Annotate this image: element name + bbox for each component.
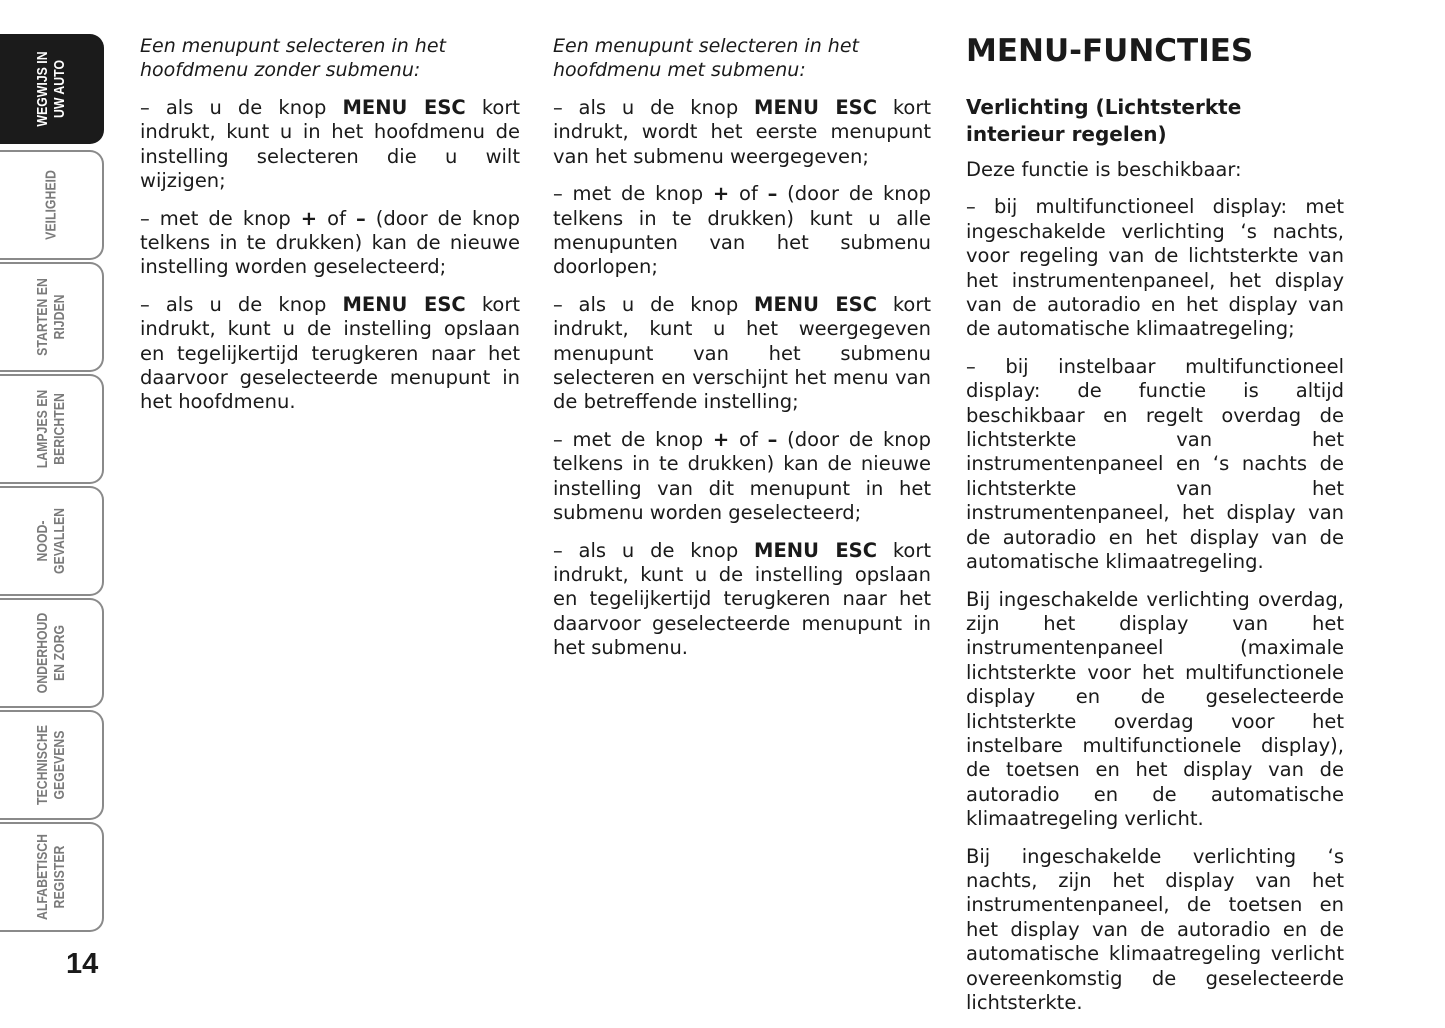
tab-alfabetisch-register[interactable] xyxy=(0,822,104,932)
key-label: MENU ESC xyxy=(754,96,878,119)
instruction-paragraph: – met de knop + of – (door de knop telkens in te drukken) kan de nieuwe instelling worden geselecteerd; xyxy=(140,206,520,279)
instruction-paragraph: – als u de knop MENU ESC kort indrukt, wordt het eerste menupunt van het submenu weergegeven; xyxy=(553,96,932,168)
tab-lampjes-en-berichten[interactable] xyxy=(0,374,104,484)
key-label: MENU ESC xyxy=(754,292,878,316)
instruction-paragraph: – als u de knop MENU ESC kort indrukt, kunt u de instelling opslaan en tegelijkertijd terugkeren naar het daarvoor geselecteerde menupunt in het submenu. xyxy=(553,538,932,660)
column-2 xyxy=(553,34,931,674)
tab-label: LAMPJES EN BERICHTEN xyxy=(34,389,68,469)
column-1 xyxy=(140,34,520,428)
page-title: MENU-FUNCTIES xyxy=(966,33,1254,69)
tab-starten-en-rijden[interactable] xyxy=(0,262,104,372)
key-label: MENU ESC xyxy=(342,292,466,316)
body-paragraph: Bij ingeschakelde verlichting overdag, zijn het display van het instrumentenpaneel (maximale lichtsterkte voor het multifunctionele display en de geselecteerde lichtsterkte overdag voor het instelbare multifunctionele display), de toetsen en het display van de autoradio en de automatische klimaatregeling verlicht. xyxy=(966,587,1344,831)
key-label: MENU ESC xyxy=(342,96,466,119)
body-paragraph: – bij instelbaar multifunctioneel display: de functie is altijd beschikbaar en regelt overdag de lichtsterkte van het instrumentenpaneel en ‘s nachts de lichtsterkte van het instrumentenpaneel, het display van de autoradio en het display van de automatische klimaatregeling. xyxy=(966,354,1344,574)
section-heading: Verlichting (Lichtsterkte interieur regelen) xyxy=(966,95,1242,146)
tab-onderhoud-en-zorg[interactable] xyxy=(0,598,104,708)
tab-technische-gegevens[interactable] xyxy=(0,710,104,820)
tab-veiligheid[interactable] xyxy=(0,150,104,260)
tab-label: STARTEN EN RIJDEN xyxy=(34,278,68,356)
instruction-paragraph: – als u de knop MENU ESC kort indrukt, kunt u in het hoofdmenu de instelling selecteren die u wilt wijzigen; xyxy=(140,96,521,193)
instruction-paragraph: – met de knop + of – (door de knop telkens in te drukken) kan de nieuwe instelling van dit menupunt in het submenu worden geselecteerd; xyxy=(553,427,931,525)
instruction-paragraph: – als u de knop MENU ESC kort indrukt, kunt u het weergegeven menupunt van het submenu selecteren en verschijnt het menu van de betreffende instelling; xyxy=(553,292,932,414)
key-label: + xyxy=(300,206,318,230)
key-label: + xyxy=(712,427,730,451)
column-3 xyxy=(966,34,1344,1028)
body-paragraph: – bij multifunctioneel display: met ingeschakelde verlichting ‘s nachts, voor regeling van de lichtsterkte van het instrumentenpaneel, het display van de autoradio en het display van de automatische klimaatregeling; xyxy=(966,195,1344,341)
instruction-paragraph: – met de knop + of – (door de knop telkens in te drukken) kunt u alle menupunten van het submenu doorlopen; xyxy=(553,182,931,279)
tab-label: WEGWIJS IN UW AUTO xyxy=(34,51,68,127)
tab-noodgevallen[interactable] xyxy=(0,486,104,596)
body-paragraph: Deze functie is beschikbaar: xyxy=(966,158,1242,181)
page-number: 14 xyxy=(66,948,99,980)
tab-label: NOOD- GEVALLEN xyxy=(34,507,68,575)
tab-label: VEILIGHEID xyxy=(42,170,60,240)
key-label: + xyxy=(712,182,730,206)
key-label: – xyxy=(767,427,778,451)
section-intro: Een menupunt selecteren in het hoofdmenu zonder submenu: xyxy=(140,35,446,81)
key-label: MENU ESC xyxy=(754,538,878,562)
key-label: – xyxy=(355,206,366,230)
body-paragraph: Bij ingeschakelde verlichting ‘s nachts, zijn het display van het instrumentenpaneel, de toetsen en het display van de autoradio en de automatische klimaatregeling verlicht overeenkomstig de geselecteerde lichtsterkte. xyxy=(966,844,1344,1014)
tab-label: ALFABETISCH REGISTER xyxy=(34,833,68,921)
instruction-paragraph: – als u de knop MENU ESC kort indrukt, kunt u de instelling opslaan en tegelijkertijd terugkeren naar het daarvoor geselecteerde menupunt in het hoofdmenu. xyxy=(140,292,521,414)
section-intro: Een menupunt selecteren in het hoofdmenu met submenu: xyxy=(553,35,859,81)
key-label: – xyxy=(767,182,778,206)
tab-label: ONDERHOUD EN ZORG xyxy=(34,612,68,694)
tab-wegwijs-in-uw-auto[interactable] xyxy=(0,34,104,144)
tab-label: TECHNISCHE GEGEVENS xyxy=(34,725,68,805)
